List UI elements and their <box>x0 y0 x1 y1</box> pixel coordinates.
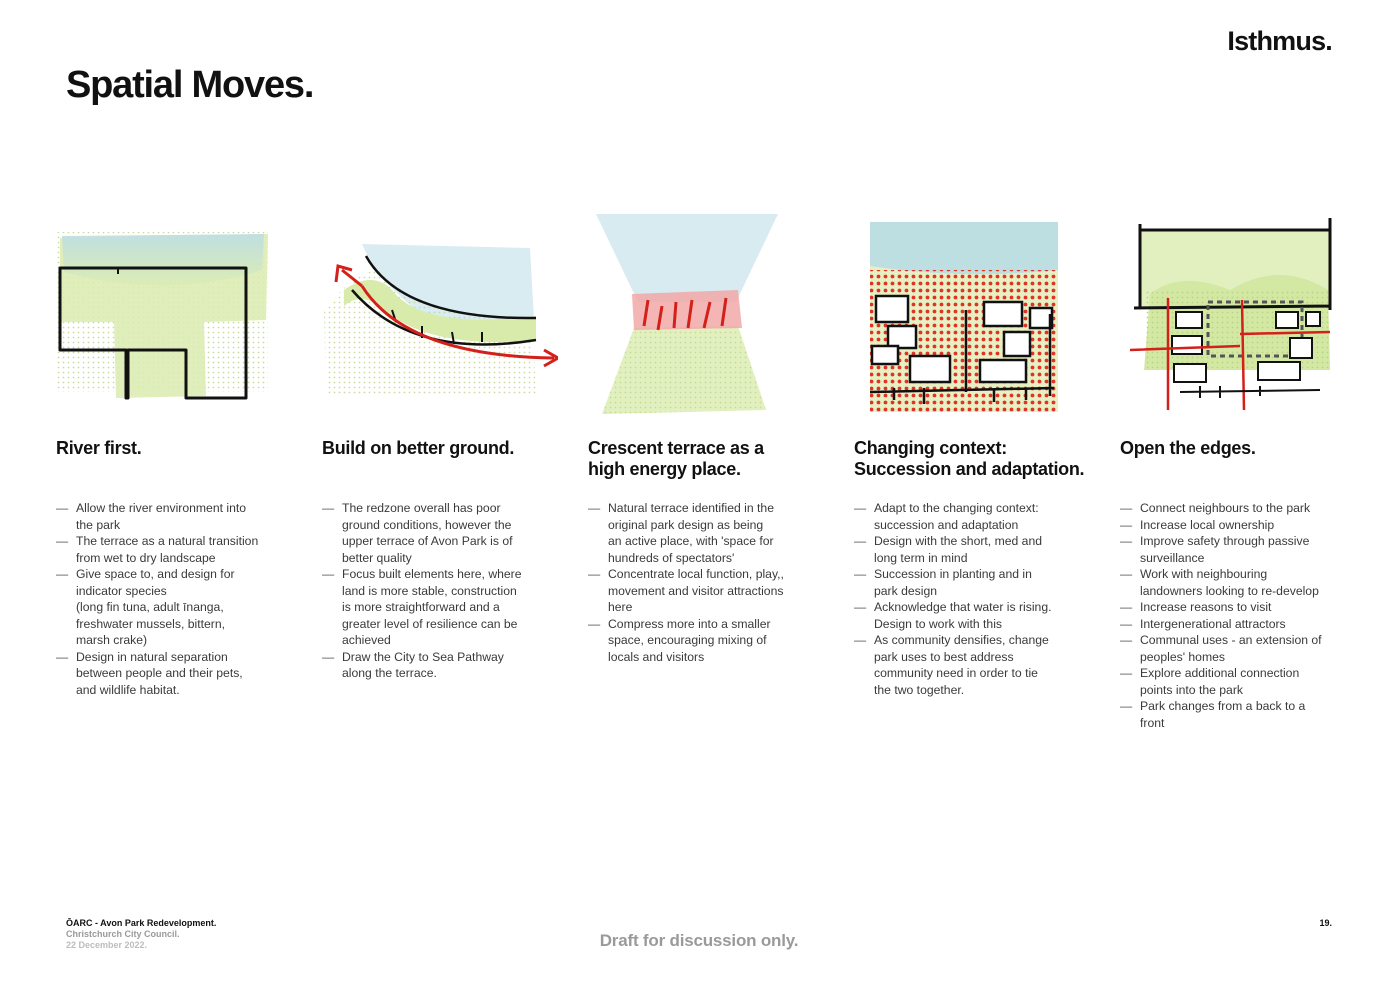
draft-notice: Draft for discussion only. <box>599 931 799 950</box>
crescent-terrace-sketch <box>588 210 824 420</box>
column-title: Build on better ground. <box>322 438 515 458</box>
bullet-item: — Allow the river environment into the park <box>56 500 292 533</box>
column-build-on-better-ground <box>322 210 558 682</box>
bullet-item: — The terrace as a natural transition from wet to dry landscape <box>56 533 292 566</box>
bullet-list <box>56 500 292 698</box>
column-crescent-terrace <box>588 210 824 665</box>
bullet-list <box>322 500 558 682</box>
column-title: Changing context: Succession and adaptation. <box>854 438 1085 479</box>
brand-logo: Isthmus. <box>1227 26 1332 56</box>
footer-project-name: ŌARC - Avon Park Redevelopment. <box>66 918 217 928</box>
bullet-item: — Improve safety through passive surveillance <box>1120 533 1356 566</box>
column-river-first <box>56 210 292 698</box>
column-open-the-edges <box>1120 210 1356 731</box>
bullet-item: — Focus built elements here, where land is more stable, construction is more straightforward and a greater level of resilience can be achieved <box>322 566 558 649</box>
open-edges-sketch <box>1120 210 1356 420</box>
bullet-item: — Design in natural separation between people and their pets, and wildlife habitat. <box>56 649 292 699</box>
bullet-item: — Communal uses - an extension of peoples' homes <box>1120 632 1356 665</box>
changing-context-sketch <box>854 210 1090 420</box>
bullet-item: — Adapt to the changing context: succession and adaptation <box>854 500 1090 533</box>
bullet-item: — The redzone overall has poor ground conditions, however the upper terrace of Avon Park is of better quality <box>322 500 558 566</box>
bullet-item: — As community densifies, change park uses to best address community need in order to tie the two together. <box>854 632 1090 698</box>
column-changing-context <box>854 210 1090 698</box>
bullet-list <box>854 500 1090 698</box>
bullet-item: — Concentrate local function, play,, movement and visitor attractions here <box>588 566 824 616</box>
spatial-moves-columns <box>0 210 1398 750</box>
column-title: River first. <box>56 438 142 458</box>
bullet-list <box>588 500 824 665</box>
bullet-list <box>1120 500 1356 731</box>
bullet-item: — Succession in planting and in park design <box>854 566 1090 599</box>
bullet-item: — Increase local ownership <box>1120 517 1356 534</box>
bullet-item: — Draw the City to Sea Pathway along the terrace. <box>322 649 558 682</box>
river-first-sketch <box>56 210 292 420</box>
bullet-item: — Increase reasons to visit <box>1120 599 1356 616</box>
better-ground-sketch <box>322 210 558 420</box>
column-title: Open the edges. <box>1120 438 1256 458</box>
bullet-item: — Explore additional connection points into the park <box>1120 665 1356 698</box>
bullet-item: — Work with neighbouring landowners looking to re-develop <box>1120 566 1356 599</box>
bullet-item: — Compress more into a smaller space, encouraging mixing of locals and visitors <box>588 616 824 666</box>
footer-client: Christchurch City Council. <box>66 929 180 939</box>
page-title: Spatial Moves. <box>66 64 314 106</box>
bullet-item: — Park changes from a back to a front <box>1120 698 1356 731</box>
column-title: Crescent terrace as a high energy place. <box>588 438 764 479</box>
bullet-item: — Intergenerational attractors <box>1120 616 1356 633</box>
bullet-item: — Give space to, and design for indicator species (long fin tuna, adult īnanga, freshwater mussels, bittern, marsh crake) <box>56 566 292 649</box>
bullet-item: — Design with the short, med and long term in mind <box>854 533 1090 566</box>
footer-date: 22 December 2022. <box>66 940 148 950</box>
bullet-item: — Natural terrace identified in the original park design as being an active place, with 'space for hundreds of spectators' <box>588 500 824 566</box>
bullet-item: — Acknowledge that water is rising. Design to work with this <box>854 599 1090 632</box>
page-number: 19. <box>1319 918 1332 928</box>
bullet-item: — Connect neighbours to the park <box>1120 500 1356 517</box>
